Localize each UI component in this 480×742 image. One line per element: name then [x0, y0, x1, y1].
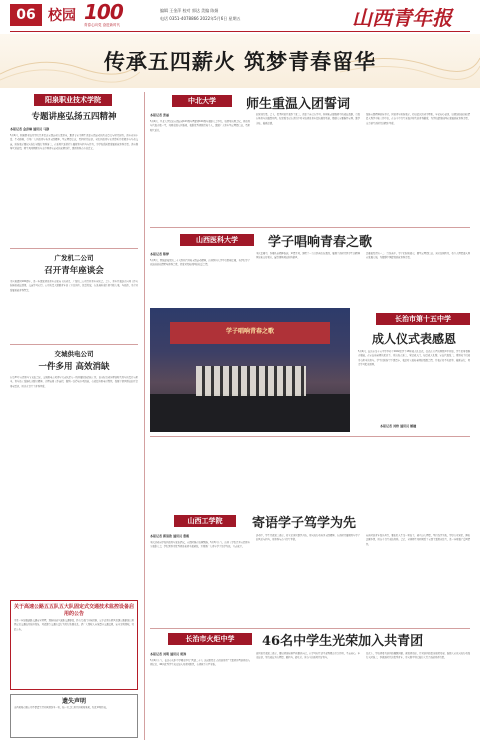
story-title-changzhi15: 成人仪式表感恩: [371, 332, 456, 346]
story-body-jiaocheng: 在第33个五四青年节来临之际，交城供电公司青年突击队深入一线开展设备消缺工作，以实际行动诠释新时代青年的责任与担当。青年员工发扬吃苦耐劳精神，合理安排工作流程，做到一次停电多项消缺，有效提升供电可靠性，保障了辖区群众的正常用电需求，用汗水书写了青春华章。: [10, 376, 138, 388]
story-body-zhongbei-col2: 的先锋力量。会上，优秀团员代表作了发言，讲述了自己在学习、科研和志愿服务中的成长故事，引发在场青年的强烈共鸣。校党委书记在讲话中对全校团员青年提出殷切希望，勉励大家要胸怀家国、勤学苦练、砥砺品德。: [256, 113, 360, 125]
story-body-zhongbei-col1: 5月4日，中北大学纪念五四运动103周年暨建团100周年表彰大会举行。校领导出席会议，团员青年代表齐聚一堂，共同重温入团誓词，表彰优秀团组织和个人，激励广大青年坚定理想信念，勇担时代重任。: [150, 120, 250, 132]
section-label: 校园: [48, 8, 76, 24]
stage-floor: [150, 394, 350, 432]
page-number-badge: 06: [10, 4, 42, 26]
notice-title: 关于高速公路五五队五大队固定式交通技术监控设备启用的公告: [14, 604, 135, 617]
masthead-rule: [10, 31, 470, 32]
story-body-changzhi15: 5月4日，长治市第十五中学举办了2022届学子18岁成人礼仪式。仪式在庄严的国歌声中开始，学生们身着整齐服装，在家长和老师的见证下，宣读成人誓言，穿过成人门，接受成人礼赠。家长代表发言，寄语孩子们成为有担当的青年。学生们纷纷写下感恩卡，表达对父母和老师的感激之情，并表示将不负韶华、砥砺前行，努力学习报效祖国。: [358, 350, 470, 366]
story-byline-medical: 本报记者 陈梦: [150, 252, 170, 256]
story-title-huoju: 46名中学生光荣加入共青团: [262, 634, 424, 649]
story-body-yangquan: 5月4日，阳泉职业技术学院召开纪念五四运动专题讲座，邀请专家为师生讲述五四运动的历史意义与时代价值。讲座内容丰富、生动形象，引导广大团员青年传承五四精神，坚定理想信念，勇担时代使命。全院团员青年认真聆听并积极参与互动交流，纷纷表示要以实际行动践行青春誓言，在新时代新征程上展现青年担当与作为，为学校高质量发展贡献青春力量。讲座现场气氛热烈，师生共同回顾百年来中国青年运动的光辉历程，感悟青春奋斗的意义。: [10, 134, 138, 150]
section-tag-yangquan: 阳泉职业技术学院: [34, 94, 112, 106]
section-tag-medical: 山西医科大学: [180, 234, 254, 246]
singing-contest-photo: [150, 308, 350, 432]
column-divider: [144, 92, 145, 740]
notice-body: 为进一步加强道路交通安全管理，预防和减少道路交通事故，经有关部门审核批准，定于近期在辖区高速公路路段启用固定式交通技术监控设备，对超速等交通违法行为进行监测记录。请广大驾驶人自觉遵守交通法规，安全文明驾驶。特此公告。: [14, 619, 134, 631]
story-byline-changzhi15: 本报记者 刘烽 通讯员 解健: [380, 424, 417, 428]
masthead: [0, 0, 480, 32]
story-title-medical: 学子唱响青春之歌: [268, 235, 373, 250]
story-divider: [150, 227, 470, 228]
story-body-huoju-col2: 新团员代表发言表示，要以团员标准严格要求自己，在学习和生活中起到模范带头作用，不忘初心、牢记使命，努力成长为有理想、敢担当、能吃苦、肯奋斗的新时代好青年。: [256, 652, 360, 660]
section-tag-zhongbei: 中北大学: [172, 95, 232, 107]
story-divider: [10, 344, 138, 345]
page-headline: 传承五四薪火 筑梦青春留华: [103, 49, 377, 74]
story-subtitle-guangfa: 广发机二公司: [54, 254, 94, 262]
story-title-zhongbei: 师生重温入团誓词: [246, 97, 351, 112]
headline-banner: [0, 34, 480, 88]
ad-body: 山西某某有限公司不慎遗失营业执照副本一份，统一社会信用代码某某某某，特此声明作废。: [14, 706, 109, 709]
story-body-medical-col3: 比赛最终评出一二三等奖若干。学子们纷纷表示，要坚定理想信念、刻苦钻研医术，将个人理想融入国家发展大局，为健康中国建设贡献青春力量。: [366, 252, 470, 260]
story-byline-zhongbei: 本报记者 张丽: [150, 113, 170, 117]
story-title-guangfa: 召开青年座谈会: [44, 266, 104, 276]
newspaper-logo: 山西青年报: [352, 6, 452, 30]
story-byline-yangquan: 本报记者 金彦琳 通讯员 马静: [10, 127, 50, 131]
story-byline-gongxueyuan: 本报记者 郭清欣 通讯员 曹毅: [150, 534, 190, 538]
story-body-zhongbei-col3: 发扬五四精神的传承者。团员青年纷纷表示，将以此次活动为契机，牢记初心使命，以更加饱满的热情投入到学习和工作中去，在奋斗中书写无愧于时代的青春篇章，为学校建设和国家发展贡献青春力量，奋力谱写新时代的精彩华章。: [366, 113, 470, 125]
classified-ad-box: [10, 694, 138, 738]
story-divider: [150, 628, 470, 629]
story-body-huoju-col3: 仪式上，学校团委为新团员佩戴团徽、颁发团员证，并对新团员提出殷切希望，鼓励大家以实际行动践行入团誓言，争做新时代的优秀青年，为实现中华民族伟大复兴贡献青春力量。: [366, 652, 470, 660]
story-body-gongxueyuan-col2: 活动中，学生代表发言表示，将立足岗位勤学苦练，用实际行动传承五四精神，在新时代展现青年学子的风采与担当，用青春与奋斗书写华章。: [256, 534, 360, 542]
centenary-logo: 100: [84, 0, 123, 24]
performer-group: [196, 366, 306, 396]
section-tag-gongxueyuan: 山西工学院: [174, 515, 236, 527]
contact-line: 电话 0351-4078866 2022年5月6日 星期五: [160, 16, 241, 21]
story-body-gongxueyuan-col1: 本次活动向学校团员青年发出倡议，五四团旗在校园飘扬，5月3日上午，山西工学院召开五四青年节表彰大会，学院领导为优秀团员和团干部颁奖，并寄语广大青年学子笃学为先、立志成才。: [150, 541, 250, 549]
story-body-gongxueyuan-col3: 向各团员青年发出号召，要扣好人生第一粒扣子，树立远大理想，坚持笃学为先，学好专业知识，锤炼过硬本领，用奋斗书写无悔青春。会后，全体师生共同观看了五四主题教育影片，进一步增强了爱国情怀。: [366, 534, 470, 546]
story-body-medical-col2: 本次比赛中，参赛队伍精神饱满、声情并茂，演唱了一首首经典红色歌曲，展现了新时代医学生的精神风貌和良好素养，赢得现场观众阵阵掌声。: [256, 252, 360, 260]
slogan: 青春心向党 奋进新时代: [84, 23, 121, 27]
section-tag-changzhi15: 长治市第十五中学: [376, 313, 470, 325]
story-title-yangquan: 专题讲座弘扬五四精神: [31, 112, 117, 122]
story-body-medical-col1: 5月3日，围绕迎接党的二十大胜利召开和五四运动精神，山西医科大学举行歌咏比赛，各学院学子以饱满的热情唱响青春之歌，抒发对党和祖国的热爱之情。: [150, 259, 250, 267]
public-notice-box: [10, 600, 138, 690]
story-body-huoju-col1: 5月4日上午，长治市火炬中学隆重举行“喜迎二十大 永远跟党走 奋进新征程”主题团日暨新团员入团仪式，46名优秀学生光荣加入共青团组织，在团旗下庄严宣誓。: [150, 659, 250, 667]
editor-line: 编辑 王金萍 校对 郭达 美编 陈娟: [160, 8, 219, 13]
ad-title: 遗失声明: [61, 698, 86, 705]
story-divider: [10, 248, 138, 249]
photo-caption-text: 学子唱响青春之歌: [225, 328, 274, 335]
story-subtitle-jiaocheng: 交城供电公司: [54, 350, 94, 358]
story-divider: [150, 436, 470, 437]
story-title-jiaocheng: 一件多用 高效消缺: [38, 362, 110, 372]
story-body-guangfa: 为庆祝建团100周年，进一步激发团员青年奋发向上的动力，广发机二公司召开青年座谈会。会上，青年代表结合自身工作实际畅谈成长感悟，交流学习心得。公司负责人勉励青年员工立足岗位、锐意进取，在急难险重任务中挑大梁、当先锋，为企业发展贡献青春智慧。: [10, 280, 138, 292]
story-title-gongxueyuan: 寄语学子笃学为先: [252, 516, 357, 531]
section-tag-huoju: 长治市火炬中学: [168, 633, 252, 645]
story-byline-huoju: 本报记者 刘明 通讯员 胡涛: [150, 652, 187, 656]
